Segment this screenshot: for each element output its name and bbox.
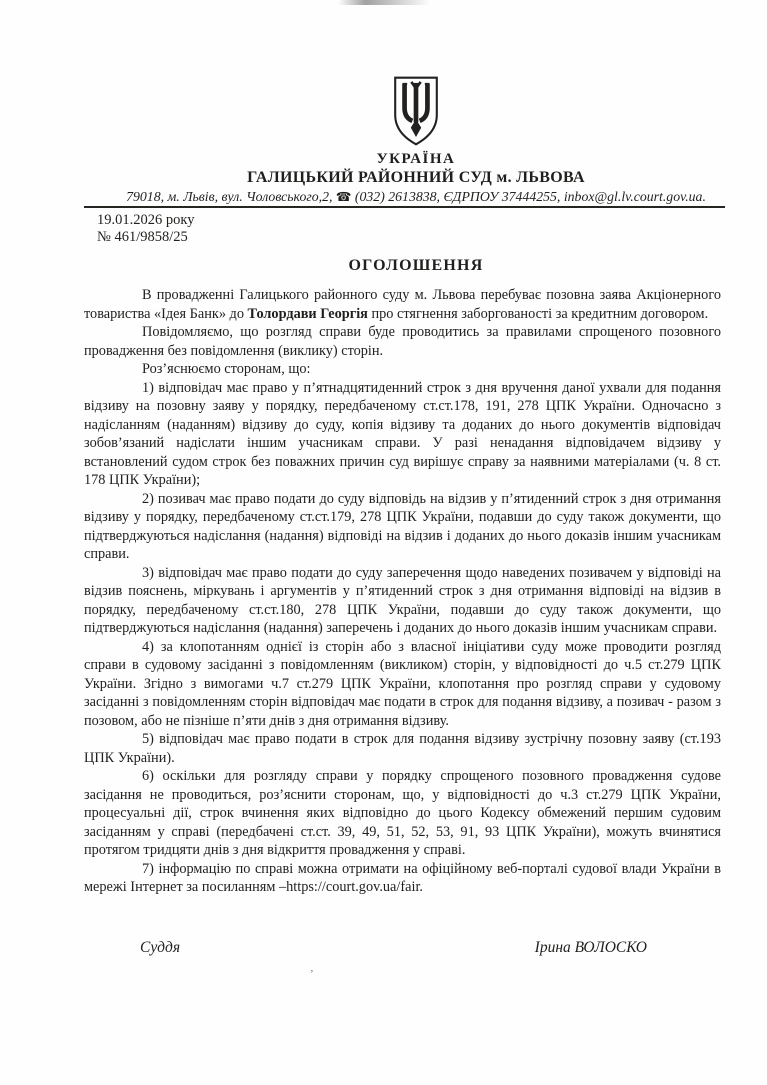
point-7: 7) інформацію по справі можна отримати на офіційному веб-порталі судової влади України в мережі Інтернет за посиланням –https://court.gov.ua/fair. <box>84 860 721 895</box>
signer-role: Суддя <box>140 938 181 956</box>
document-date: 19.01.2026 року <box>97 212 195 228</box>
point-2: 2) позивач має право подати до суду відповідь на відзив у п’ятиденний строк з дня отримання відзиву у порядку, передбаченому ст.ст.179, 278 ЦПК України, подавши до суду також документи, що підтверджуються надіслання (надання) відповіді на відзив і доданих до нього доказів іншим учасникам справи. <box>84 490 721 562</box>
phone-icon: ☎ <box>335 189 352 204</box>
point-6: 6) оскільки для розгляду справи у порядку спрощеного позовного провадження судове засідання не проводиться, роз’яснити сторонам, що, у відповідності до ч.3 ст.279 ЦПК України, процесуальні дії, строк вчинення яких відповідно до цього Кодексу обмежений першим судовим засіданням у справі (передбачені ст.ст. 39, 49, 51, 52, 53, 91, 93 ЦПК України), можуть вчинятися протягом тридцяти днів з дня відкриття провадження у справі. <box>84 768 721 858</box>
notice-paragraph: Повідомляємо, що розгляд справи буде проводитись за правилами спрощеного позовного провадження без повідомлення (виклику) сторін. <box>84 324 721 359</box>
header-divider <box>84 206 725 208</box>
point-3: 3) відповідач має право подати до суду заперечення щодо наведених позивачем у відповіді на відзив пояснень, міркувань і аргументів у п’ятиденний строк з дня отримання відповіді на відзив в порядку, передбаченому ст.ст.180, 278 ЦПК України, подавши до суду також документи, що підтверджуються надіслання (надання) заперечень і доданих до нього доказів іншим учасникам справи. <box>84 564 721 636</box>
point-4: 4) за клопотанням однієї із сторін або з власної ініціативи суду може проводити розгляд справи в судовому засіданні з повідомленням (викликом) сторін, у відповідності до ч.5 ст.279 ЦПК України. Згідно з вимогами ч.7 ст.279 ЦПК України, клопотання про розгляд справи у судовому засіданні з повідомленням сторін відповідач має подати в строк для подання відзиву, а позивач - разом з позовом, або не пізніше п’яти днів з дня отримання відзиву. <box>84 638 721 729</box>
defendant-name: Толордави Георгія <box>247 305 368 322</box>
intro-text-tail: про стягнення заборгованості за кредитним договором. <box>367 305 709 322</box>
document-meta <box>97 212 767 246</box>
address-part-1: 79018, м. Львів, вул. Чоловського,2, <box>126 189 336 204</box>
court-letterhead <box>95 0 737 205</box>
address-part-2: (032) 2613838, ЄДРПОУ 37444255, inbox@gl.lv.court.gov.ua. <box>351 189 706 204</box>
document-body <box>84 286 721 897</box>
case-number: № 461/9858/25 <box>97 229 188 245</box>
document-title: ОГОЛОШЕННЯ <box>348 257 484 274</box>
point-5: 5) відповідач має право подати в строк для подання відзиву зустрічну позовну заяву (ст.193 ЦПК України). <box>84 731 721 766</box>
intro-text: В провадженні Галицького районного суду м. Львова перебуває позовна заява Акціонерного товариства «Ідея Банк» до <box>84 287 721 322</box>
scan-speck: ‚ <box>310 962 314 974</box>
point-1: 1) відповідач має право у п’ятнадцятиденний строк з дня вручення даної ухвали для подання відзиву на позовну заяву у порядку, передбаченому ст.ст.178, 191, 278 ЦПК України. Одночасно з надісланням (наданням) відзиву до суду, копія відзиву та доданих до нього документів відповідач зобов’язаний надіслати іншим учасникам справи. У разі ненадання відповідачем відзиву у встановлений судом строк без поважних причин суд вирішує справу за наявними матеріалами (ч. 8 ст. 178 ЦПК України); <box>84 379 721 488</box>
country-name: УКРАЇНА <box>376 151 456 167</box>
court-address-line <box>95 188 737 205</box>
signer-name: Ірина ВОЛОСКО <box>534 938 647 956</box>
intro-paragraph <box>84 286 721 323</box>
ukraine-trident-emblem <box>95 0 737 148</box>
explain-lead-paragraph: Роз’яснюємо сторонам, що: <box>142 361 311 377</box>
court-name: ГАЛИЦЬКИЙ РАЙОННИЙ СУД м. ЛЬВОВА <box>247 169 585 186</box>
signature-block <box>140 939 647 957</box>
